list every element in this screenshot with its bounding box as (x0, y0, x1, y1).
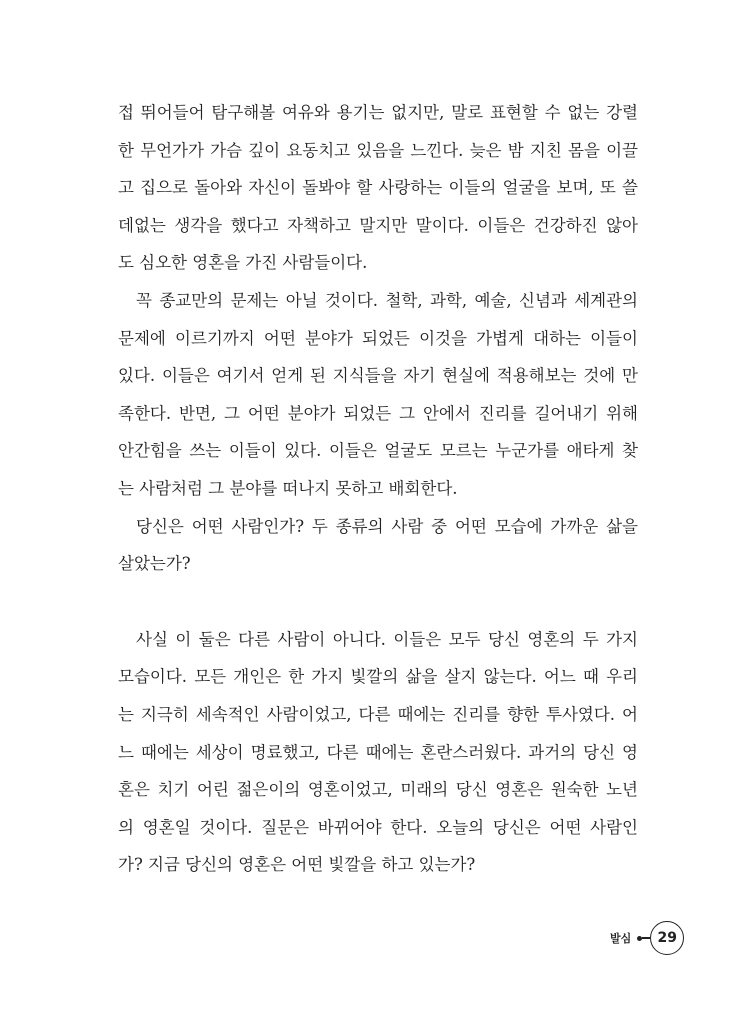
paragraph (118, 100, 638, 288)
text-line: 접 뛰어들어 탐구해볼 여유와 용기는 없지만, 말로 표현할 수 없는 강렬 (118, 103, 638, 122)
text-line: 꼭 종교만의 문제는 아닐 것이다. 철학, 과학, 예술, 신념과 세계관의 (136, 290, 638, 310)
text-line: 의 영혼일 것이다. 질문은 바뀌어야 한다. 오늘의 당신은 어떤 사람인 (118, 817, 638, 837)
text-line: 있다. 이들은 여기서 얻게 된 지식들을 자기 현실에 적용해보는 것에 만 (118, 366, 638, 386)
text-line: 가? 지금 당신의 영혼은 어떤 빛깔을 하고 있는가? (118, 855, 476, 875)
section-title: 발심 (610, 932, 632, 945)
text-line: 데없는 생각을 했다고 자책하고 말지만 말이다. 이들은 건강하진 않아 (118, 215, 638, 235)
text-line: 한 무언가가 가슴 깊이 요동치고 있음을 느낀다. 늦은 밤 지친 몸을 이끌 (118, 140, 638, 160)
text-line: 는 사람처럼 그 분야를 떠나지 못하고 배회한다. (118, 478, 458, 498)
connector-line (642, 937, 650, 939)
page-number: 29 (650, 921, 684, 955)
paragraph-gap (118, 589, 638, 627)
text-line: 족한다. 반면, 그 어떤 분야가 되었든 그 안에서 진리를 길어내기 위해 (118, 403, 638, 423)
text-line: 고 집으로 돌아와 자신이 돌봐야 할 사랑하는 이들의 얼굴을 보며, 또 쓸 (118, 178, 638, 198)
text-line: 느 때에는 세상이 명료했고, 다른 때에는 혼란스러웠다. 과거의 당신 영 (118, 742, 638, 762)
text-line: 사실 이 둘은 다른 사람이 아니다. 이들은 모두 당신 영혼의 두 가지 (136, 629, 638, 649)
text-line: 도 심오한 영혼을 가진 사람들이다. (118, 253, 368, 273)
text-line: 당신은 어떤 사람인가? 두 종류의 사람 중 어떤 모습에 가까운 삶을 (136, 516, 638, 536)
text-line: 모습이다. 모든 개인은 한 가지 빛깔의 삶을 살지 않는다. 어느 때 우리 (118, 667, 638, 687)
page-footer (610, 921, 684, 955)
body-text (118, 100, 638, 890)
text-line: 문제에 이르기까지 어떤 분야가 되었든 이것을 가볍게 대하는 이들이 (118, 328, 638, 348)
text-line: 살았는가? (118, 554, 191, 574)
paragraph (118, 288, 638, 514)
paragraph (118, 627, 638, 890)
text-line: 안간힘을 쓰는 이들이 있다. 이들은 얼굴도 모르는 누군가를 애타게 찾 (118, 441, 638, 461)
text-line: 는 지극히 세속적인 사람이었고, 다른 때에는 진리를 향한 투사였다. 어 (118, 704, 638, 724)
text-line: 혼은 치기 어린 젊은이의 영혼이었고, 미래의 당신 영혼은 원숙한 노년 (118, 780, 638, 800)
paragraph (118, 514, 638, 589)
